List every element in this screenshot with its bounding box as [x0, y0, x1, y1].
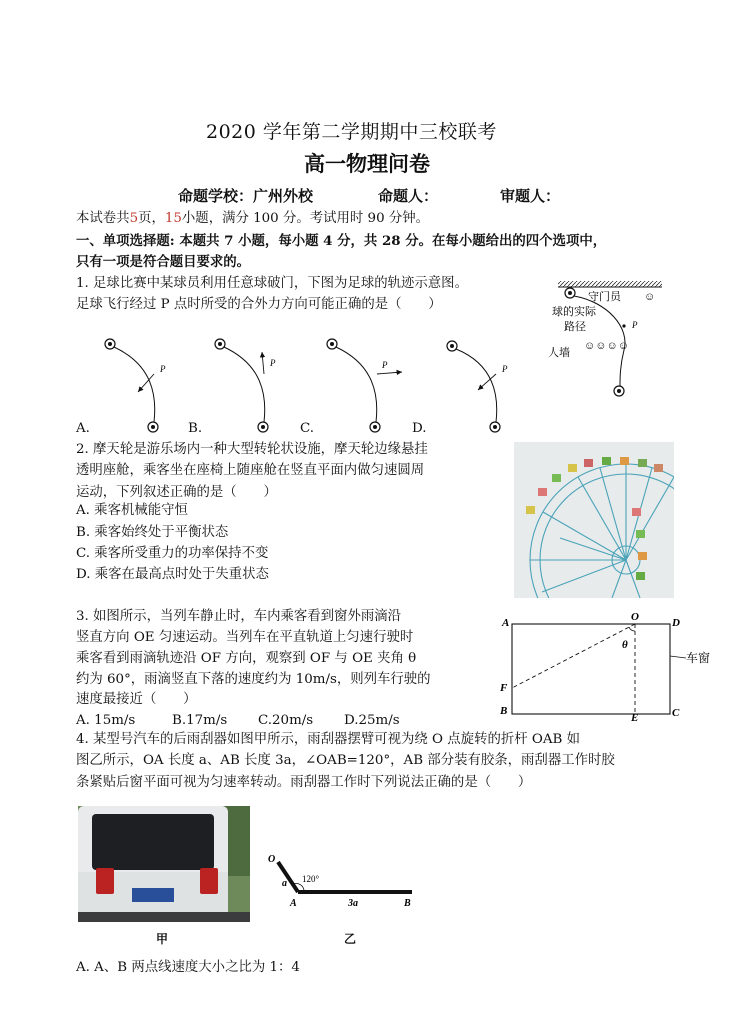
- wiper-diagram: [264, 850, 424, 914]
- label-d: D: [672, 617, 680, 629]
- intro-line: [76, 208, 429, 230]
- q1-option-a: A.: [76, 421, 90, 436]
- reviewer: 审题人：: [500, 187, 561, 205]
- q2-option-a: A. 乘客机械能守恒: [76, 503, 188, 518]
- setter-school: 命题学校：广州外校: [178, 187, 314, 205]
- q1-option-b: B.: [188, 421, 203, 436]
- q1-trajectory-figure: [548, 278, 668, 404]
- intro-c: 小题，满分 100 分。考试用时 90 分钟。: [181, 211, 430, 226]
- label-theta: θ: [622, 639, 628, 651]
- label-e: E: [631, 712, 639, 722]
- goal-bar: [558, 281, 662, 287]
- q3-option-d: D.25m/s: [344, 713, 400, 728]
- wall-players-icon: ☺☺☺☺: [584, 340, 629, 352]
- label-o: O: [268, 854, 276, 865]
- q2-option-c: C. 乘客所受重力的功率保持不变: [76, 546, 269, 561]
- option-d-diagram: [447, 341, 508, 432]
- path-label-2: 路径: [564, 321, 586, 333]
- p-label: P: [632, 320, 638, 330]
- intro-a: 本试卷共: [76, 211, 130, 226]
- label-a-len: a: [282, 878, 287, 889]
- label-b-point: B: [404, 898, 411, 909]
- exam-title: 2020 学年第二学期期中三校联考: [206, 121, 497, 143]
- intro-pages: 5: [129, 211, 139, 226]
- goalkeeper-label: 守门员: [588, 291, 621, 303]
- line-of: [512, 624, 635, 688]
- segment-oa: [278, 862, 298, 892]
- q3-line5: 速度最接近（ ）: [76, 692, 197, 707]
- q1-option-d: D.: [412, 421, 427, 436]
- q4-line3: 条紧贴后窗平面可视为匀速率转动。雨刮器工作时下列说法正确的是（ ）: [76, 775, 532, 790]
- q1-option-d-figure: [440, 332, 520, 440]
- label-o: O: [631, 611, 639, 623]
- label-a: A: [502, 617, 510, 629]
- q2-line1: 2. 摩天轮是游乐场内一种大型转轮状设施，摩天轮边缘悬挂: [76, 442, 428, 457]
- q1-line2: 足球飞行经过 P 点时所受的合外力方向可能正确的是（ ）: [76, 297, 442, 312]
- q2-line2: 透明座舱，乘客坐在座椅上随座舱在竖直平面内做匀速圆周: [76, 463, 425, 478]
- q4-line2: 图乙所示，OA 长度 a、AB 长度 3a，∠OAB=120°，AB 部分装有胶条，雨刮器工作时胶: [76, 753, 615, 768]
- q1-options-figure: [96, 332, 456, 440]
- q3-line4: 约为 60°，雨滴竖直下落的速度约为 10m/s，则列车行驶的: [76, 672, 431, 687]
- option-b-diagram: [215, 339, 276, 432]
- q1-option-c: C.: [300, 421, 315, 436]
- q1-line1: 1. 足球比赛中某球员利用任意球破门，下图为足球的轨迹示意图。: [76, 276, 468, 291]
- label-b: B: [500, 705, 508, 717]
- section1-line1a: 一、单项选择题: 本题共 7 小题，每小题 4 分，共 28 分。: [76, 233, 433, 249]
- q4-option-a: A. A、B 两点线速度大小之比为 1：4: [76, 960, 300, 975]
- option-c-diagram: [327, 339, 402, 432]
- ferris-wheel-photo: [514, 442, 674, 598]
- intro-b: 页，: [138, 211, 165, 226]
- setter-author: 命题人：: [378, 187, 439, 205]
- section1-line1b: 在每小题给出的四个选项中，: [432, 233, 607, 249]
- fig-yi-label: 乙: [344, 932, 357, 946]
- window-rect: [512, 624, 670, 714]
- wall-label: 人墙: [548, 347, 570, 359]
- license-plate: [132, 888, 174, 902]
- q4-line1: 4. 某型号汽车的后雨刮器如图甲所示，雨刮器摆臂可视为绕 O 点旋转的折杆 OAB 如: [76, 732, 581, 747]
- q3-option-a: A. 15m/s: [76, 713, 136, 728]
- label-angle: 120°: [302, 874, 320, 884]
- label-3a: 3a: [348, 898, 358, 909]
- paper-subtitle: 高一物理问卷: [304, 151, 430, 176]
- label-c: C: [672, 707, 680, 719]
- p-label-a: P: [160, 364, 166, 374]
- label-f: F: [500, 682, 508, 694]
- p-label-b: P: [270, 358, 276, 368]
- q2-option-d: D. 乘客在最高点时处于失重状态: [76, 567, 269, 582]
- fig-jia-label: 甲: [156, 932, 169, 946]
- train-window-figure: [496, 610, 720, 722]
- section1-line1: [76, 230, 606, 252]
- q3-line3: 乘客看到雨滴轨迹沿 OF 方向，观察到 OF 与 OE 夹角 θ: [76, 651, 417, 666]
- q3-line1: 3. 如图所示，当列车静止时，车内乘客看到窗外雨滴沿: [76, 609, 402, 624]
- goalkeeper-icon: ☺: [644, 291, 656, 303]
- label-window: 车窗: [686, 651, 711, 665]
- p-label-c: P: [382, 360, 388, 370]
- label-a-point: A: [290, 898, 297, 909]
- intro-count: 15: [164, 211, 182, 226]
- option-a-diagram: [105, 339, 166, 432]
- p-label-d: P: [502, 364, 508, 374]
- rear-window: [92, 814, 214, 870]
- section1-line2: 只有一项是符合题目要求的。: [76, 254, 251, 270]
- car-rear-photo: [78, 806, 250, 922]
- path-label: 球的实际: [552, 306, 596, 318]
- q2-line3: 运动，下列叙述正确的是（ ）: [76, 485, 277, 500]
- q2-option-b: B. 乘客始终处于平衡状态: [76, 525, 229, 540]
- q3-line2: 竖直方向 OE 匀速运动。当列车在平直轨道上匀速行驶时: [76, 630, 414, 645]
- q3-option-c: C.20m/s: [258, 713, 314, 728]
- q3-option-b: B.17m/s: [172, 713, 228, 728]
